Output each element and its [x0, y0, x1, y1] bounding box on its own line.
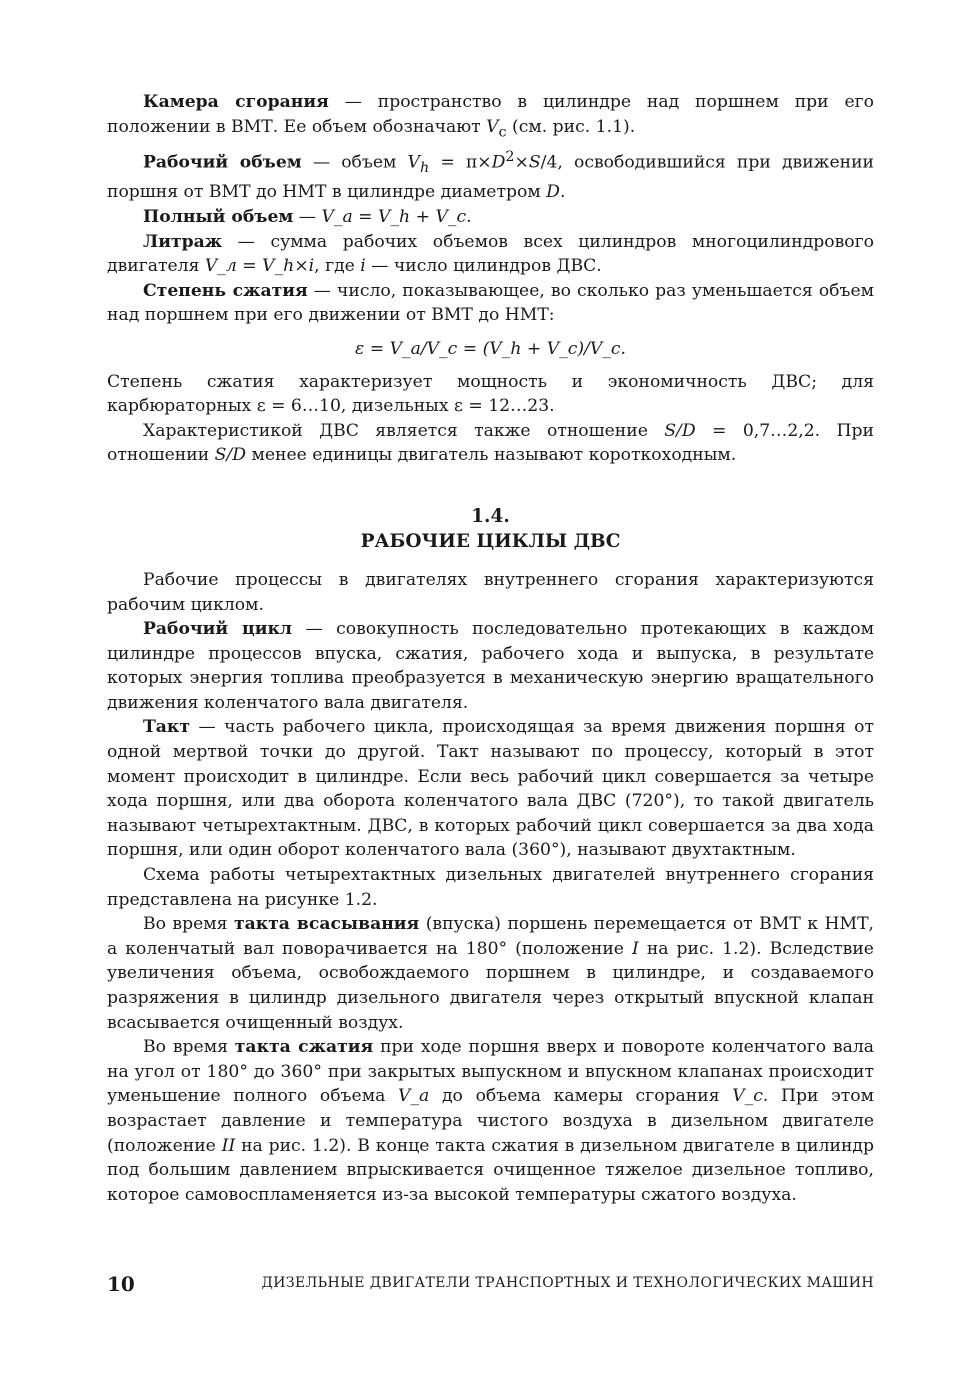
- paragraph-stroke-bore-ratio: Характеристикой ДВС является также отношение S/D = 0,7…2,2. При отношении S/D менее единицы двигатель называют короткоходным.: [107, 420, 874, 466]
- page-number: 10: [107, 1272, 135, 1296]
- term-combustion-chamber: Камера сгорания: [143, 92, 329, 112]
- paragraph-scheme: Схема работы четырехтактных дизельных двигателей внутреннего сгорания представлена на рисунке 1.2.: [107, 865, 874, 910]
- definition-working-cycle: Рабочий цикл — совокупность последовательно протекающих в каждом цилиндре процессов впуска, сжатия, рабочего хода и выпуска, в результате которых энергия топлива преобразуется в механическую энергию вращательного движения коленчатого вала двигателя.: [107, 619, 874, 713]
- definition-compression-ratio: Степень сжатия — число, показывающее, во сколько раз уменьшается объем над поршнем при его движении от ВМТ до НМТ:: [107, 280, 874, 326]
- definition-combustion-chamber: Камера сгорания — пространство в цилиндре над поршнем при его положении в ВМТ. Ее объем обозначают $V_с$ (см. рис. 1.1).: [107, 92, 874, 141]
- term-working-cycle: Рабочий цикл: [143, 619, 293, 640]
- paragraph-intake-stroke: Во время такта всасывания (впуска) поршень перемещается от ВМТ к НМТ, а коленчатый вал поворачивается на 180° (положение I на рис. 1.2). Вследствие увеличения объема, освобождаемого поршнем в цилиндре, и создаваемого разряжения в цилиндр дизельного двигателя через открытый впускной клапан всасывается очищенный воздух.: [107, 914, 875, 1033]
- compression-ratio-formula: ε = V_a/V_c = (V_h + V_c)/V_c.: [355, 338, 626, 359]
- term-intake-stroke: такта всасывания: [233, 914, 420, 935]
- term-full-volume: Полный объем: [143, 206, 294, 227]
- term-working-volume: Рабочий объем: [143, 152, 302, 173]
- page-body: [107, 90, 874, 1207]
- paragraph-intro: Рабочие процессы в двигателях внутреннего сгорания характеризуются рабочим циклом.: [107, 569, 874, 615]
- paragraph-compression-stroke: Во время такта сжатия при ходе поршня вверх и повороте коленчатого вала на угол от 180° до 360° при закрытых выпускном и впускном клапанах происходит уменьшение полного объема V_a до объема камеры сгорания V_c. При этом возрастает давление и температура чистого воздуха в дизельном двигателе (положение II на рис. 1.2). В конце такта сжатия в дизельном двигателе в цилиндр под большим давлением впрыскивается очищенное тяжелое дизельное топливо, которое самовоспламеняется из-за высокой температуры сжатого воздуха.: [107, 1037, 875, 1205]
- formula-displacement: V_л = V_h×i: [204, 256, 315, 277]
- paragraph-compression-values: Степень сжатия характеризует мощность и экономичность ДВС; для карбюраторных ε = 6…10, дизельных ε = 12…23.: [107, 371, 874, 417]
- definition-full-volume: Полный объем — V_a = V_h + V_c.: [143, 206, 472, 227]
- term-compression-stroke: такта сжатия: [234, 1037, 374, 1058]
- section-title: РАБОЧИЕ ЦИКЛЫ ДВС: [360, 530, 621, 552]
- term-compression-ratio: Степень сжатия: [143, 280, 308, 301]
- definition-stroke: Такт — часть рабочего цикла, происходящая за время движения поршня от одной мертвой точки до другой. Такт называют по процессу, который в этот момент происходит в цилиндре. Если весь рабочий цикл совершается за четыре хода поршня, или два оборота коленчатого вала ДВС (720°), то такой двигатель называют четырехтактным. ДВС, в которых рабочий цикл совершается за два хода поршня, или один оборот коленчатого вала (360°), называют двухтактным.: [107, 717, 874, 861]
- section-number: 1.4.: [471, 505, 510, 527]
- section-heading: [107, 504, 874, 554]
- formula-full-volume: V_a = V_h + V_c: [321, 206, 467, 227]
- page-footer: [107, 1272, 874, 1296]
- definition-working-volume: Рабочий объем — объем $V_h = \pi\times D^2\times S/4$, освободившийся при движении поршня от ВМТ до НМТ в цилиндре диаметром D.: [107, 148, 875, 203]
- term-displacement: Литраж: [143, 231, 223, 252]
- definition-displacement: Литраж — сумма рабочих объемов всех цилиндров многоцилиндрового двигателя V_л = V_h×i, где i — число цилиндров ДВС.: [107, 231, 874, 277]
- running-title: ДИЗЕЛЬНЫЕ ДВИГАТЕЛИ ТРАНСПОРТНЫХ И ТЕХНОЛОГИЧЕСКИХ МАШИН: [261, 1275, 874, 1291]
- term-stroke: Такт: [143, 717, 190, 738]
